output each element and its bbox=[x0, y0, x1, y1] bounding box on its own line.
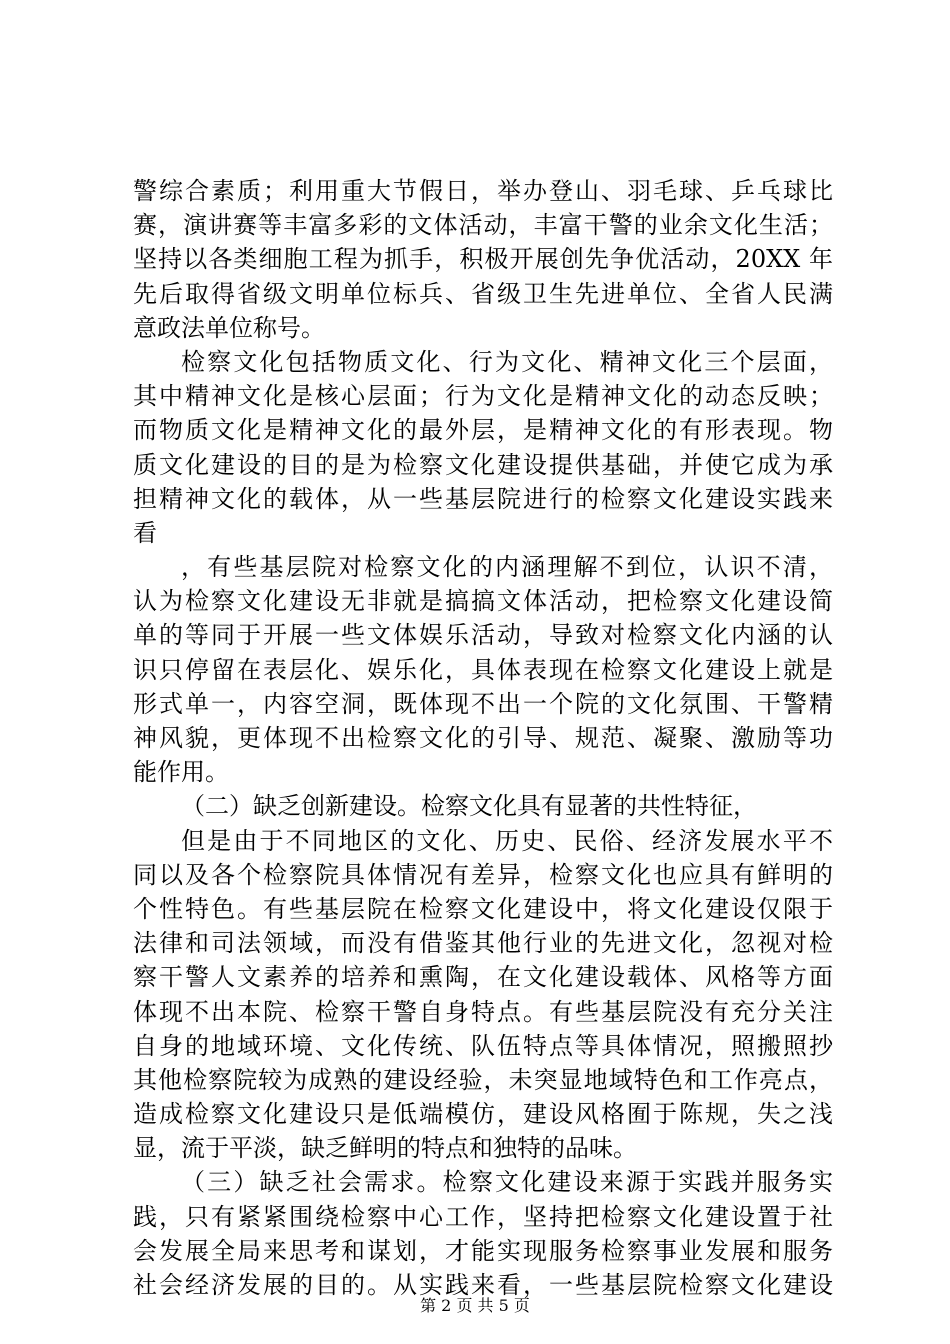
text-line: 意政法单位称号。 bbox=[133, 313, 325, 342]
text-line: 同以及各个检察院具体情况有差异，检察文化也应具有鲜明的 bbox=[133, 860, 833, 889]
text-line: （二）缺乏创新建设。检察文化具有显著的共性特征， bbox=[181, 792, 757, 821]
text-line: 造成检察文化建设只是低端模仿，建设风格囿于陈规，失之浅 bbox=[133, 1100, 833, 1129]
text-line: 看 bbox=[133, 518, 157, 547]
text-line: 自身的地域环境、文化传统、队伍特点等具体情况，照搬照抄 bbox=[133, 1031, 833, 1060]
page-number: 第 2 页 共 5 页 bbox=[420, 1296, 530, 1315]
text-line: 体现不出本院、检察干警自身特点。有些基层院没有充分关注 bbox=[133, 997, 833, 1026]
text-line: 警综合素质；利用重大节假日，举办登山、羽毛球、乒乓球比 bbox=[133, 177, 833, 205]
text-line: （三）缺乏社会需求。检察文化建设来源于实践并服务实 bbox=[181, 1168, 833, 1197]
text-line: 显，流于平淡，缺乏鲜明的特点和独特的品味。 bbox=[133, 1134, 637, 1163]
text-line: 赛，演讲赛等丰富多彩的文体活动，丰富干警的业余文化生活； bbox=[133, 211, 833, 240]
text-line: 会发展全局来思考和谋划，才能实现服务检察事业发展和服务 bbox=[133, 1236, 833, 1265]
text-line: 法律和司法领域，而没有借鉴其他行业的先进文化，忽视对检 bbox=[133, 929, 833, 958]
text-line: 检察文化包括物质文化、行为文化、精神文化三个层面， bbox=[181, 347, 833, 376]
text-line: 担精神文化的载体，从一些基层院进行的检察文化建设实践来 bbox=[133, 484, 833, 513]
text-line: 坚持以各类细胞工程为抓手，积极开展创先争优活动，20XX 年 bbox=[133, 245, 833, 274]
text-line: 其他检察院较为成熟的建设经验，未突显地域特色和工作亮点， bbox=[133, 1065, 833, 1094]
document-body bbox=[133, 174, 833, 1302]
text-line: 社会经济发展的目的。从实践来看，一些基层院检察文化建设 bbox=[133, 1271, 833, 1299]
text-line: 先后取得省级文明单位标兵、省级卫生先进单位、全省人民满 bbox=[133, 279, 833, 308]
text-line: 能作用。 bbox=[133, 758, 229, 787]
text-line: 但是由于不同地区的文化、历史、民俗、经济发展水平不 bbox=[181, 826, 833, 855]
text-line: 践，只有紧紧围绕检察中心工作，坚持把检察文化建设置于社 bbox=[133, 1202, 833, 1231]
text-line: 质文化建设的目的是为检察文化建设提供基础，并使它成为承 bbox=[133, 450, 833, 479]
text-line: 单的等同于开展一些文体娱乐活动，导致对检察文化内涵的认 bbox=[133, 621, 833, 650]
text-line: 其中精神文化是核心层面；行为文化是精神文化的动态反映； bbox=[133, 382, 833, 411]
text-line: 识只停留在表层化、娱乐化，具体表现在检察文化建设上就是 bbox=[133, 655, 833, 684]
text-line: 而物质文化是精神文化的最外层，是精神文化的有形表现。物 bbox=[133, 416, 833, 445]
text-line: 察干警人文素养的培养和熏陶，在文化建设载体、风格等方面 bbox=[133, 963, 833, 992]
text-line: 认为检察文化建设无非就是搞搞文体活动，把检察文化建设简 bbox=[133, 587, 833, 616]
text-line: 形式单一，内容空洞，既体现不出一个院的文化氛围、干警精 bbox=[133, 689, 833, 718]
text-line: 神风貌，更体现不出检察文化的引导、规范、凝聚、激励等功 bbox=[133, 724, 833, 752]
text-line: 个性特色。有些基层院在检察文化建设中，将文化建设仅限于 bbox=[133, 894, 833, 923]
text-line: ，有些基层院对检察文化的内涵理解不到位，认识不清， bbox=[181, 553, 833, 582]
